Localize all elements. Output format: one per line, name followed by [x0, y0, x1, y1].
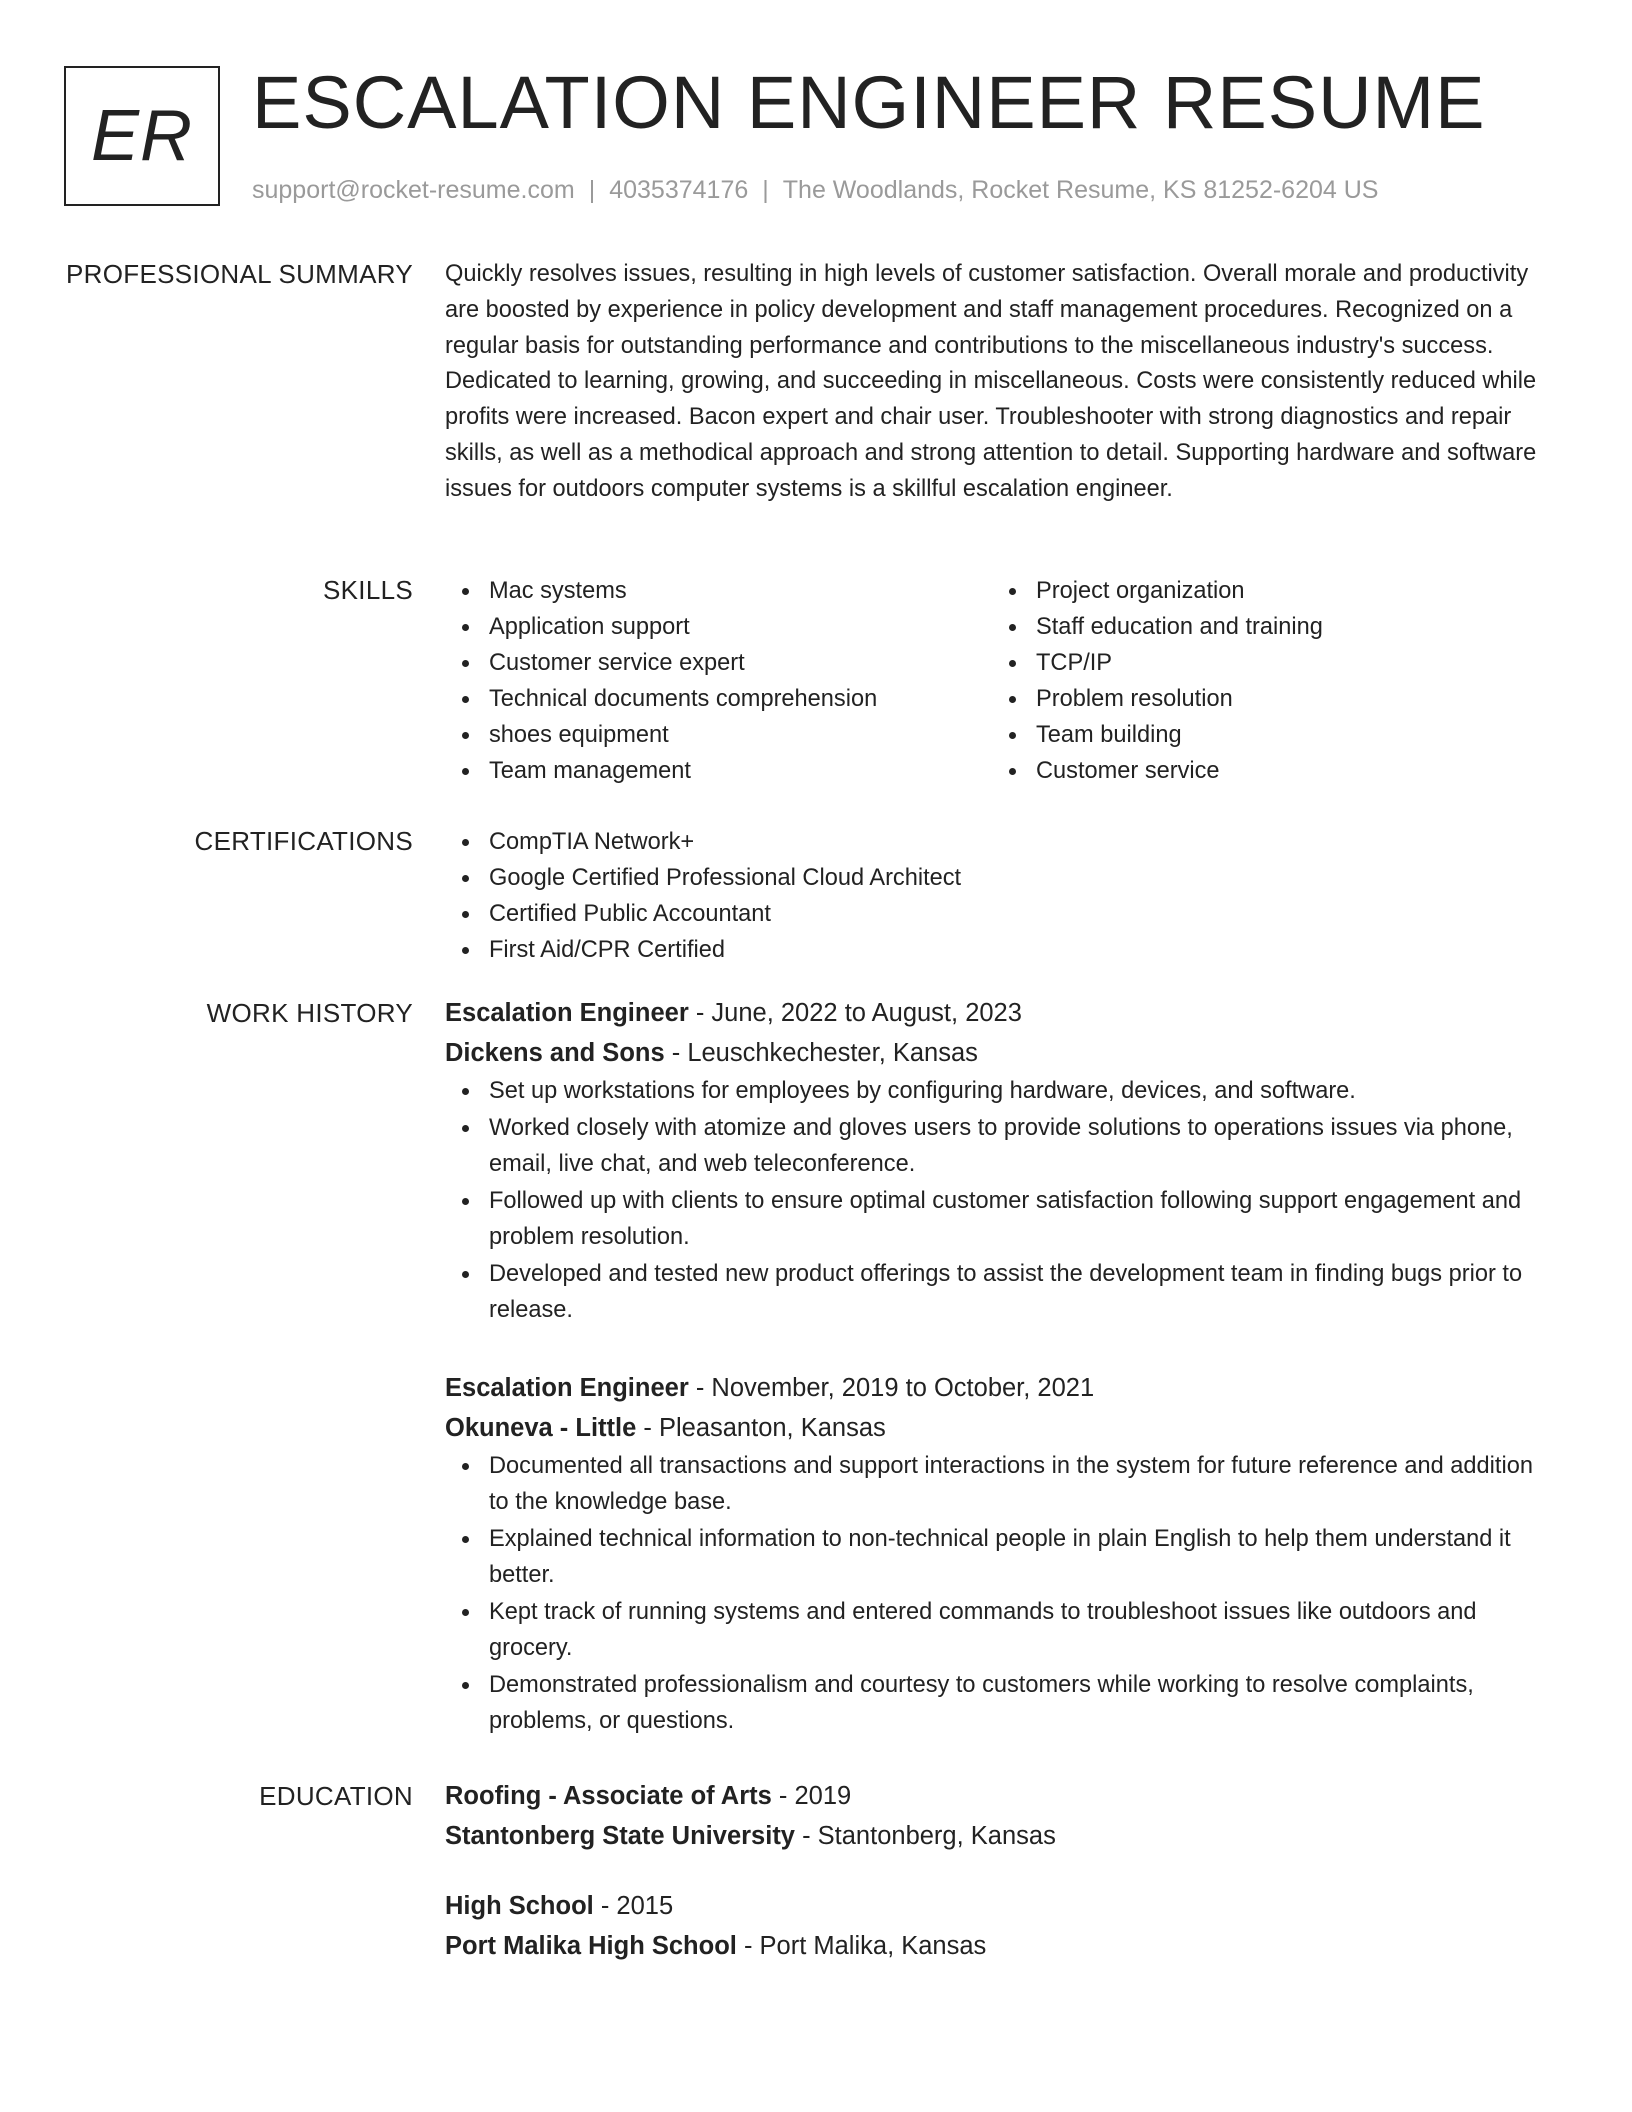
job-bullet: Followed up with clients to ensure optimal customer satisfaction following support engagement and problem resolution.: [445, 1183, 1555, 1255]
certification-item: CompTIA Network+: [445, 824, 1555, 860]
certifications-list: [445, 824, 1555, 968]
job-title: Escalation Engineer: [445, 999, 689, 1027]
job-company: Okuneva - Little: [445, 1414, 637, 1442]
skill-item: TCP/IP: [992, 645, 1539, 681]
job-location: - Pleasanton, Kansas: [636, 1414, 886, 1442]
job-company-line: [445, 1408, 1555, 1448]
education-heading: EDUCATION: [259, 1781, 413, 1811]
skill-item: Team management: [445, 753, 992, 789]
contact-separator: |: [762, 176, 769, 204]
skill-item: Application support: [445, 609, 992, 645]
skill-item: Problem resolution: [992, 681, 1539, 717]
skill-item: Mac systems: [445, 573, 992, 609]
skill-item: Technical documents comprehension: [445, 681, 992, 717]
summary-heading: PROFESSIONAL SUMMARY: [66, 259, 413, 289]
education-school: Port Malika High School: [445, 1932, 737, 1960]
job-bullet: Documented all transactions and support interactions in the system for future reference and addition to the knowledge base.: [445, 1448, 1555, 1520]
job-bullet: Worked closely with atomize and gloves users to provide solutions to operations issues via phone, email, live chat, and web teleconference.: [445, 1110, 1555, 1182]
certification-item: Google Certified Professional Cloud Architect: [445, 860, 1555, 896]
job-bullet: Set up workstations for employees by configuring hardware, devices, and software.: [445, 1073, 1555, 1109]
job-dates: - June, 2022 to August, 2023: [688, 999, 1022, 1027]
skills-column-right: [992, 573, 1539, 789]
job-company: Dickens and Sons: [445, 1039, 665, 1067]
education-school-line: [445, 1816, 1555, 1856]
skill-item: Staff education and training: [992, 609, 1539, 645]
job-title: Escalation Engineer: [445, 1374, 689, 1402]
contact-separator: |: [588, 176, 596, 204]
education-school-line: [445, 1926, 1555, 1966]
job-company-line: [445, 1033, 1555, 1073]
job-bullets: [445, 1073, 1555, 1328]
skill-item: Customer service: [992, 753, 1539, 789]
summary-text: Quickly resolves issues, resulting in high levels of customer satisfaction. Overall morale and productivity are boosted by experience in policy development and staff management procedures. Recognized on a regular basis for outstanding performance and contributions to the miscellaneous industry's success. Dedicated to learning, growing, and succeeding in miscellaneous. Costs were consistently reduced while profits were increased. Bacon expert and chair user. Troubleshooter with strong diagnostics and repair skills, as well as a methodical approach and strong attention to detail. Supporting hardware and software issues for outdoors computer systems is a skillful escalation engineer.: [445, 261, 1537, 502]
skill-item: Team building: [992, 717, 1539, 753]
job-bullet: Kept track of running systems and entered commands to troubleshoot issues like outdoors and grocery.: [445, 1594, 1555, 1666]
education-entry: [445, 1886, 1555, 1966]
education-year: - 2019: [771, 1782, 852, 1810]
work-history-heading: WORK HISTORY: [206, 998, 413, 1028]
contact-email: support@rocket-resume.com: [252, 176, 575, 204]
job-entry: [445, 993, 1555, 1328]
certification-item: First Aid/CPR Certified: [445, 932, 1555, 968]
job-bullet: Demonstrated professionalism and courtesy to customers while working to resolve complaints, problems, or questions.: [445, 1667, 1555, 1739]
education-year: - 2015: [593, 1892, 674, 1920]
skills-column-left: [445, 573, 992, 789]
resume-title: ESCALATION ENGINEER RESUME: [252, 61, 1486, 144]
education-degree-line: [445, 1886, 1555, 1926]
contact-phone: 4035374176: [609, 176, 749, 204]
education-degree-line: [445, 1776, 1555, 1816]
contact-line: [252, 174, 1378, 206]
monogram-initials: ER: [90, 96, 194, 176]
certifications-heading: CERTIFICATIONS: [194, 826, 413, 856]
job-bullet: Explained technical information to non-technical people in plain English to help them understand it better.: [445, 1521, 1555, 1593]
job-entry: [445, 1368, 1555, 1739]
education-school: Stantonberg State University: [445, 1822, 795, 1850]
education-entry: [445, 1776, 1555, 1856]
education-location: - Stantonberg, Kansas: [795, 1822, 1056, 1850]
job-title-line: [445, 993, 1555, 1033]
skills-heading: SKILLS: [323, 575, 413, 605]
job-bullets: [445, 1448, 1555, 1739]
monogram-box: [64, 66, 220, 206]
skill-item: Project organization: [992, 573, 1539, 609]
education-degree: High School: [445, 1892, 594, 1920]
skill-item: Customer service expert: [445, 645, 992, 681]
skill-item: shoes equipment: [445, 717, 992, 753]
education-degree: Roofing - Associate of Arts: [445, 1782, 772, 1810]
job-bullet: Developed and tested new product offerings to assist the development team in finding bugs prior to release.: [445, 1256, 1555, 1328]
job-title-line: [445, 1368, 1555, 1408]
contact-address: The Woodlands, Rocket Resume, KS 81252-6204 US: [782, 176, 1379, 204]
job-location: - Leuschkechester, Kansas: [664, 1039, 978, 1067]
education-location: - Port Malika, Kansas: [736, 1932, 987, 1960]
skills-grid: [445, 573, 1555, 789]
certification-item: Certified Public Accountant: [445, 896, 1555, 932]
job-dates: - November, 2019 to October, 2021: [688, 1374, 1095, 1402]
